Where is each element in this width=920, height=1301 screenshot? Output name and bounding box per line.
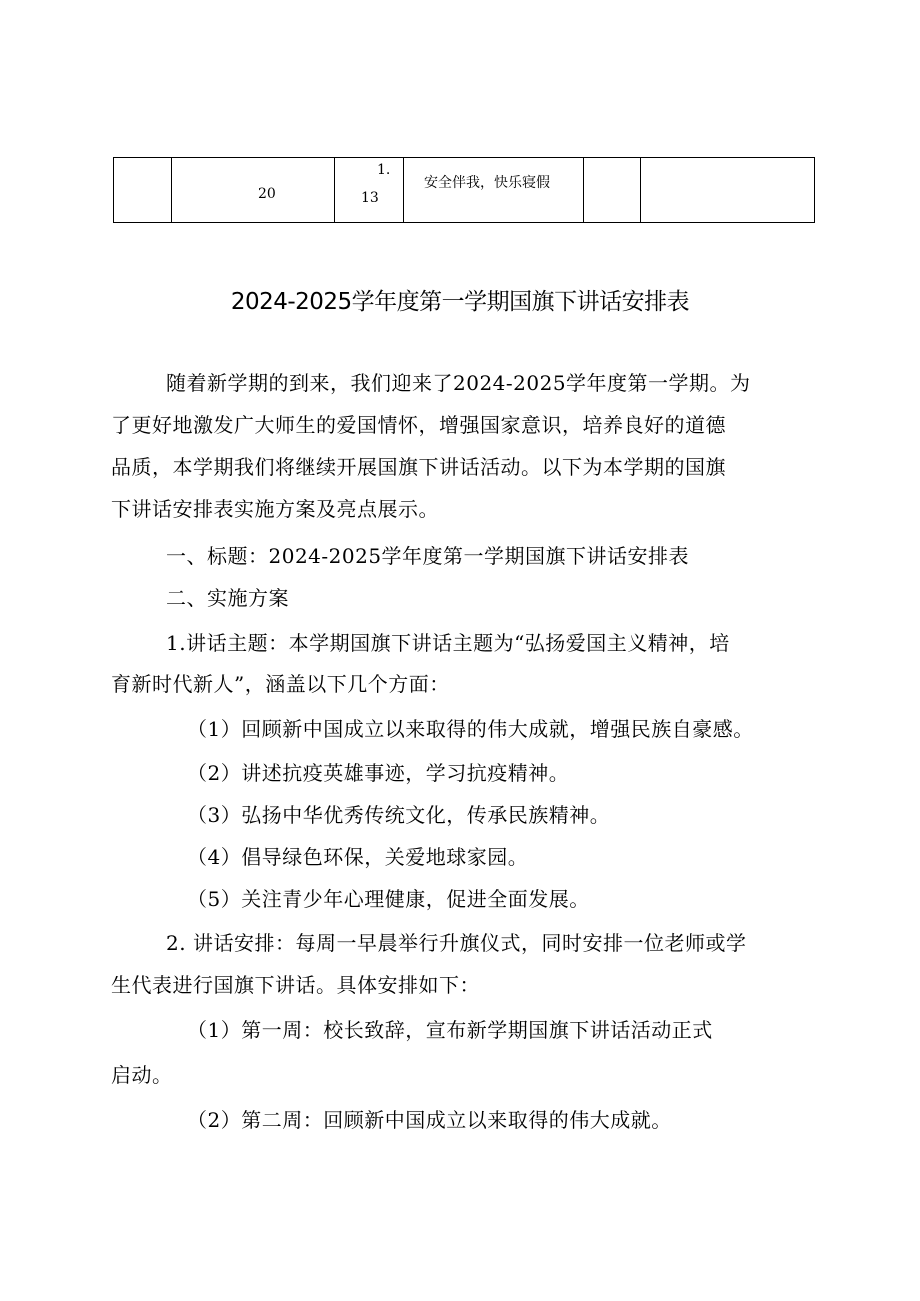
table-cell-date bbox=[335, 158, 404, 223]
document-title: 2024-2025学年度第一学期国旗下讲话安排表 bbox=[230, 289, 690, 315]
list-item: （4）倡导绿色环保，关爱地球家园。 bbox=[187, 845, 529, 869]
schedule-table bbox=[113, 157, 815, 223]
date-month: 1. bbox=[377, 162, 391, 178]
list-item: （5）关注青少年心理健康，促进全面发展。 bbox=[187, 887, 590, 911]
paragraph-line: 随着新学期的到来，我们迎来了2024-2025学年度第一学期。为 bbox=[166, 371, 751, 395]
section-heading: 一、标题：2024-2025学年度第一学期国旗下讲话安排表 bbox=[166, 544, 690, 568]
table-row bbox=[114, 158, 815, 223]
table-cell-notes bbox=[641, 158, 815, 223]
date-day: 13 bbox=[361, 190, 379, 206]
list-item: （2）第二周：回顾新中国成立以来取得的伟大成就。 bbox=[187, 1108, 672, 1132]
paragraph-line: 了更好地激发广大师生的爱国情怀，增强国家意识，培养良好的道德 bbox=[111, 413, 726, 437]
paragraph-line: 育新时代新人”，涵盖以下几个方面： bbox=[111, 672, 450, 696]
paragraph-line: 1.讲话主题：本学期国旗下讲话主题为“弘扬爱国主义精神，培 bbox=[166, 631, 730, 655]
paragraph-line: 启动。 bbox=[111, 1063, 173, 1087]
table-cell-speaker bbox=[584, 158, 641, 223]
section-heading: 二、实施方案 bbox=[166, 586, 289, 610]
paragraph-line: 生代表进行国旗下讲话。具体安排如下： bbox=[111, 973, 480, 997]
list-item: （2）讲述抗疫英雄事迹，学习抗疫精神。 bbox=[187, 761, 570, 785]
list-item: （1）第一周：校长致辞，宣布新学期国旗下讲话活动正式 bbox=[187, 1018, 713, 1042]
paragraph-line: 品质，本学期我们将继续开展国旗下讲话活动。以下为本学期的国旗 bbox=[111, 455, 726, 479]
table-cell-week bbox=[172, 158, 335, 223]
table-cell-topic bbox=[404, 158, 584, 223]
list-item: （1）回顾新中国成立以来取得的伟大成就，增强民族自豪感。 bbox=[187, 717, 754, 741]
paragraph-line: 2. 讲话安排：每周一早晨举行升旗仪式，同时安排一位老师或学 bbox=[166, 931, 747, 955]
table-cell-index bbox=[114, 158, 172, 223]
list-item: （3）弘扬中华优秀传统文化，传承民族精神。 bbox=[187, 803, 611, 827]
paragraph-line: 下讲话安排表实施方案及亮点展示。 bbox=[111, 497, 439, 521]
week-value: 20 bbox=[258, 186, 276, 202]
topic-text: 安全伴我，快乐寝假 bbox=[424, 175, 550, 191]
